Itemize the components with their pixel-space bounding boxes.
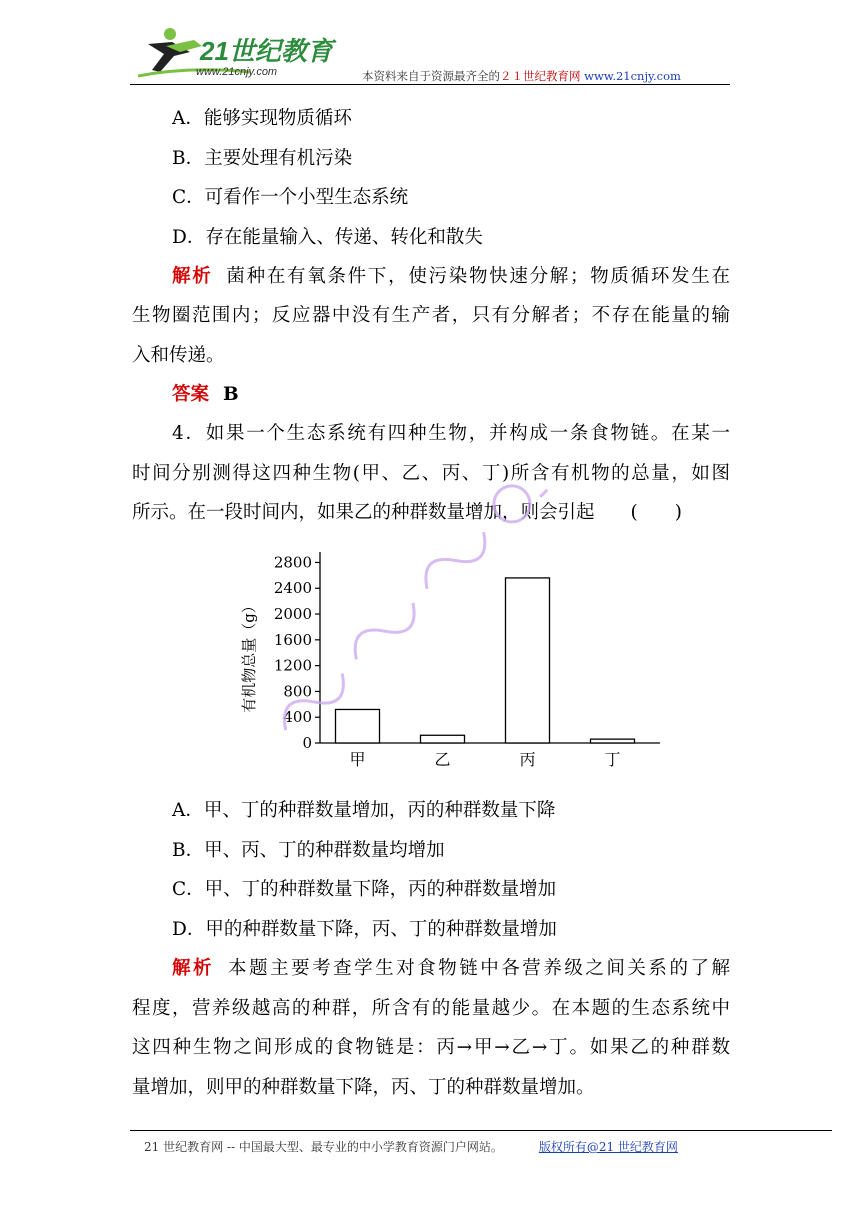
x-tick-label: 丁 [604, 750, 621, 769]
bar [591, 739, 635, 743]
y-tick-label: 2800 [273, 553, 312, 572]
y-tick-label: 800 [283, 682, 312, 701]
y-tick-label: 400 [283, 708, 312, 727]
q4-stem-line-1: 4．如果一个生态系统有四种生物，并构成一条食物链。在某一 [172, 423, 730, 444]
q4-analysis-line-1: 解析 本题主要考查学生对食物链中各营养级之间关系的了解 [172, 958, 730, 979]
q3-answer-label: 答案 [172, 384, 210, 405]
footer-text: 21 世纪教育网 -- 中国最大型、最专业的中小学教育资源门户网站。 [144, 1140, 503, 1154]
site-logo [130, 22, 340, 82]
q3-option-a: A．能够实现物质循环 [172, 108, 352, 129]
q4-option-c: C．甲、丁的种群数量下降，丙的种群数量增加 [172, 879, 557, 900]
page-footer [144, 1138, 678, 1155]
bar [421, 735, 465, 743]
footer-divider [130, 1130, 832, 1131]
q3-answer: 答案 B [172, 384, 239, 405]
bar [506, 578, 550, 743]
y-tick-label: 1200 [273, 656, 312, 675]
q4-analysis-line-3: 这四种生物之间形成的食物链是：丙→甲→乙→丁。如果乙的种群数 [132, 1037, 730, 1058]
y-tick-label: 2000 [273, 605, 312, 624]
x-tick-label: 甲 [349, 750, 366, 769]
site-name: ２１世纪教育网 [500, 69, 581, 83]
q4-analysis-line-4: 量增加，则甲的种群数量下降，丙、丁的种群数量增加。 [132, 1077, 595, 1098]
q4-stem-line-2: 时间分别测得这四种生物(甲、乙、丙、丁)所含有机物的总量，如图 [132, 463, 730, 484]
q3-option-c: C．可看作一个小型生态系统 [172, 187, 409, 208]
q3-option-d: D．存在能量输入、传递、转化和散失 [172, 227, 483, 248]
svg-text:21世纪教育: 21世纪教育 [200, 36, 333, 66]
q4-stem-line-3: 所示。在一段时间内，如果乙的种群数量增加，则会引起 ( ) [132, 502, 682, 523]
q3-option-b: B．主要处理有机污染 [172, 148, 353, 169]
x-tick-label: 乙 [434, 750, 451, 769]
header-divider [130, 84, 730, 85]
q3-analysis-line-1: 解析 菌种在有氧条件下，使污染物快速分解；物质循环发生在 [172, 266, 730, 287]
bar [336, 709, 380, 743]
header-source-note: 本资料来自于资源最齐全的２１世纪教育网 www.21cnjy.com [362, 69, 681, 83]
q4-option-a: A．甲、丁的种群数量增加，丙的种群数量下降 [172, 800, 556, 821]
organic-matter-bar-chart [232, 544, 672, 779]
site-url-link[interactable]: www.21cnjy.com [584, 69, 681, 83]
q4-analysis-label: 解析 [172, 958, 215, 979]
answer-bracket: ( ) [630, 502, 682, 523]
q4-analysis-line-2: 程度，营养级越高的种群，所含有的能量越少。在本题的生态系统中 [132, 998, 730, 1019]
y-tick-label: 0 [302, 734, 312, 752]
q4-option-d: D．甲的种群数量下降，丙、丁的种群数量增加 [172, 919, 557, 940]
svg-text:www.21cnjy.com: www.21cnjy.com [196, 66, 278, 78]
page-header [130, 22, 730, 86]
q4-option-b: B．甲、丙、丁的种群数量均增加 [172, 840, 445, 861]
q3-analysis-line-2: 生物圈范围内；反应器中没有生产者，只有分解者；不存在能量的输 [132, 305, 730, 326]
x-tick-label: 丙 [519, 750, 536, 769]
y-tick-label: 1600 [273, 630, 312, 649]
q3-analysis-line-3: 入和传递。 [132, 345, 225, 366]
copyright-link[interactable]: 版权所有@21 世纪教育网 [538, 1140, 678, 1154]
y-tick-label: 2400 [273, 579, 312, 598]
q3-analysis-label: 解析 [172, 266, 213, 287]
y-axis-title: 有机物总量（g） [240, 598, 258, 713]
